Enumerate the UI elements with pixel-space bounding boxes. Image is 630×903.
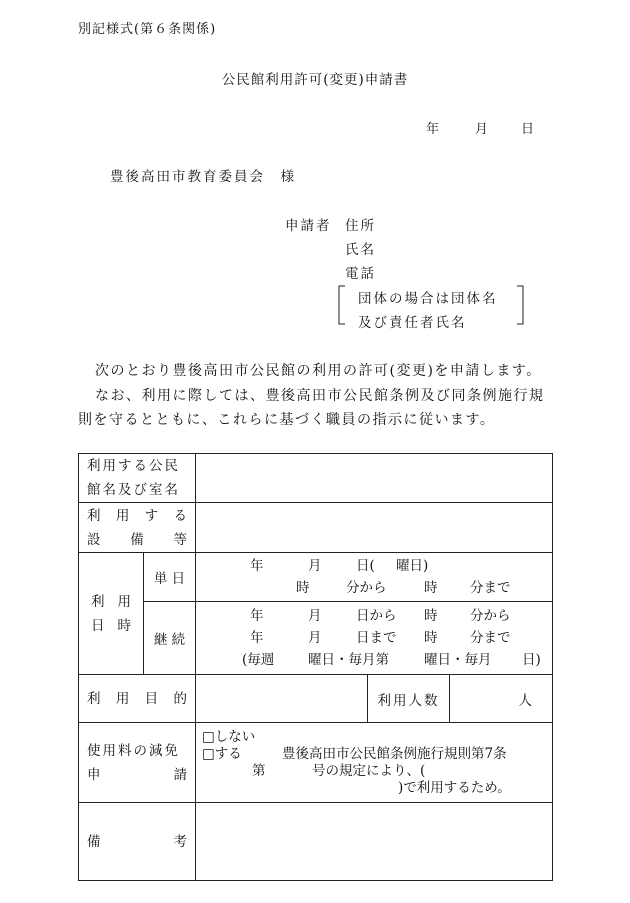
applicant-phone-label: 電話 — [345, 266, 376, 282]
remarks-field[interactable] — [196, 803, 553, 881]
applicant-label: 申請者 — [285, 218, 332, 234]
purpose-row — [79, 675, 553, 723]
purpose-field[interactable] — [196, 675, 368, 723]
attendee-count-unit: 人 — [518, 692, 533, 709]
equipment-label: 利 用 す る 設 備 等 — [79, 503, 196, 553]
body-paragraph-2: なお、利用に際しては、豊後高田市公民館条例及び同条例施行規 — [95, 388, 545, 404]
fee-option-yes[interactable]: □する — [202, 745, 242, 762]
fee-option-no[interactable]: □しない — [202, 728, 256, 745]
applicant-name-label: 氏名 — [345, 242, 376, 258]
group-representative-label: 及び責任者氏名 — [358, 315, 467, 331]
addressee: 豊後高田市教育委員会 様 — [110, 169, 296, 185]
fee-rule-provision: 号の規定により、( — [312, 762, 426, 779]
facility-label: 利用する公民 館名及び室名 — [79, 454, 196, 503]
equipment-field[interactable] — [196, 503, 553, 553]
continuous-label: 継 続 — [144, 602, 196, 675]
remarks-label: 備 考 — [79, 803, 196, 881]
purpose-label: 利 用 目 的 — [79, 675, 196, 723]
continuous-row — [79, 602, 553, 675]
attendee-count-label: 利用人数 — [368, 675, 450, 723]
single-day-label: 単 日 — [144, 553, 196, 602]
fee-reduction-row — [79, 723, 553, 803]
group-name-label: 団体の場合は団体名 — [358, 291, 498, 307]
applicant-address-label: 住所 — [345, 218, 376, 234]
date-day: 日 — [521, 122, 535, 137]
datetime-label: 利 用 日 時 — [79, 553, 144, 675]
fee-rule-text: 豊後高田市公民館条例施行規則第7条 — [282, 745, 507, 762]
facility-field[interactable] — [196, 454, 553, 503]
body-paragraph-3: 則を守るとともに、これらに基づく職員の指示に従います。 — [78, 412, 496, 428]
fee-reason-text: )で利用するため。 — [398, 779, 511, 796]
fee-rule-item: 第 — [252, 762, 266, 779]
date-month: 月 — [475, 122, 489, 137]
equipment-row — [79, 503, 553, 553]
fee-reduction-field — [196, 723, 553, 803]
remarks-row — [79, 803, 553, 881]
body-paragraph-1: 次のとおり豊後高田市公民館の利用の許可(変更)を申請します。 — [95, 363, 542, 379]
form-note: 別記様式(第６条関係) — [78, 22, 217, 37]
facility-row — [79, 454, 553, 503]
application-table — [78, 453, 553, 881]
date-year: 年 — [426, 122, 440, 137]
attendee-count-field[interactable] — [450, 675, 553, 723]
single-day-field[interactable]: 年 月 日( 曜日) 時 分から 時 分まで — [196, 553, 553, 602]
fee-reduction-label: 使用料の減免 申 請 — [79, 723, 196, 803]
single-day-row — [79, 553, 553, 602]
document-title: 公民館利用許可(変更)申請書 — [221, 72, 409, 88]
continuous-field[interactable]: 年 月 日から 時 分から 年 月 日まで 時 分まで (毎週 曜日・毎月第 曜日・毎月 日) — [196, 602, 553, 675]
